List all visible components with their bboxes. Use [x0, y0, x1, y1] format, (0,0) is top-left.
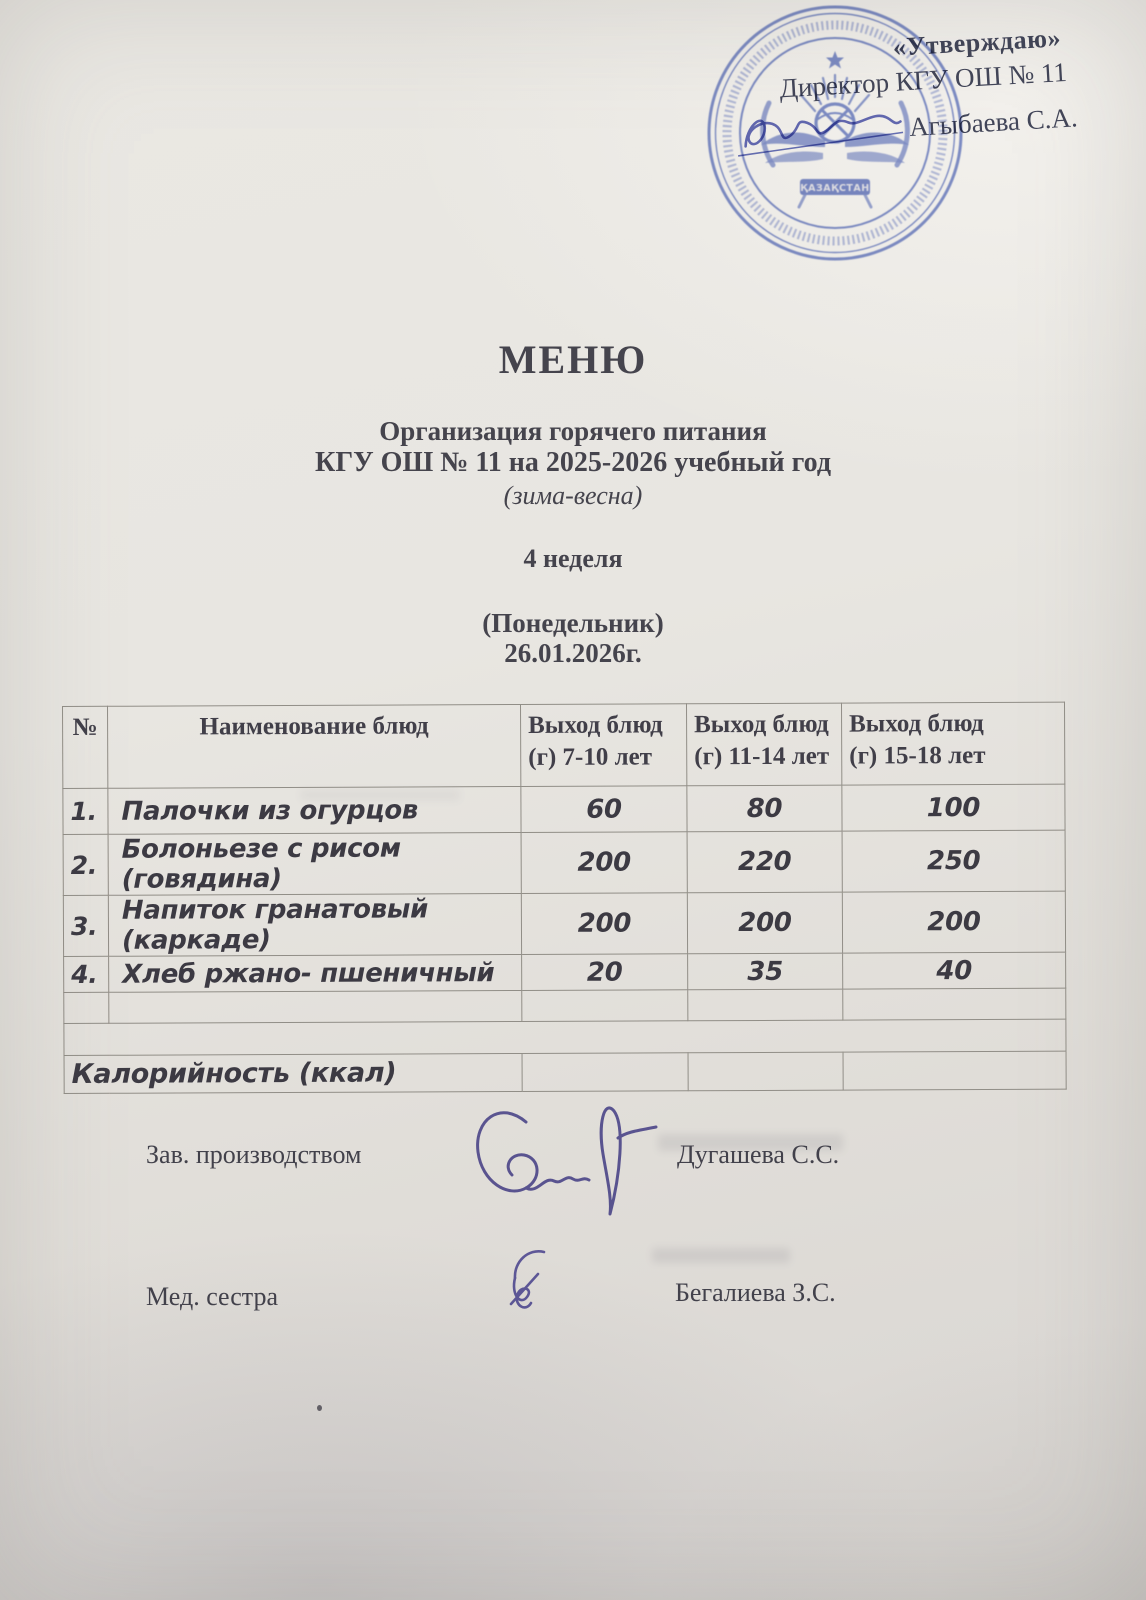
header-portion-15-18: Выход блюд (г) 15-18 лет [841, 702, 1064, 785]
school-year-line: КГУ ОШ № 11 на 2025-2026 учебный год [315, 447, 831, 478]
nurse-role: Мед. сестра [146, 1282, 279, 1311]
stamp-banner-text: ҚАЗАҚСТАН [800, 183, 870, 194]
header-dish-name: Наименование блюд [108, 704, 521, 788]
header-portion-11-14: Выход блюд (г) 11-14 лет [686, 703, 841, 786]
table-row: 4. Хлеб ржано- пшеничный 20 35 40 [64, 952, 1066, 992]
empty-row [64, 988, 1066, 1023]
weekday-line: (Понедельник) [482, 608, 664, 638]
header-num: № [63, 706, 108, 788]
menu-title: МЕНЮ [498, 337, 648, 382]
dish-name: Болоньезе с рисом (говядина) [108, 832, 521, 895]
nurse-signature [498, 1246, 562, 1320]
table-row: 3. Напиток гранатовый (каркаде) 200 200 200 [63, 891, 1065, 956]
calories-row [64, 1051, 1066, 1093]
director-title-line: Директор КГУ ОШ № 11 [778, 56, 1068, 104]
org-subtitle: Организация горячего питания [379, 416, 767, 446]
approve-label: «Утверждаю» [892, 23, 1062, 62]
season-line: (зима-весна) [503, 481, 643, 510]
dish-name: Хлеб ржано- пшеничный [109, 954, 522, 992]
dish-name: Палочки из огурцов [108, 786, 521, 834]
header-portion-7-10: Выход блюд (г) 7-10 лет [520, 704, 686, 787]
table-row: 2. Болоньезе с рисом (говядина) 200 220 250 [63, 830, 1065, 895]
production-manager-role: Зав. производством [146, 1140, 362, 1169]
nurse-name: Бегалиева З.С. [675, 1278, 836, 1307]
approval-block [689, 22, 1087, 155]
bleed-through-smudge [652, 1248, 790, 1263]
production-manager-name: Дугашева С.С. [677, 1140, 840, 1169]
ink-dot-artifact [317, 1405, 322, 1411]
production-manager-signature [462, 1094, 662, 1226]
date-line: 26.01.2026г. [504, 638, 642, 668]
dish-name: Напиток гранатовый (каркаде) [108, 893, 521, 956]
director-name: Агыбаева С.А. [908, 102, 1079, 142]
menu-table [62, 702, 1067, 1094]
calories-label: Калорийность (ккал) [64, 1053, 522, 1093]
director-signature [734, 95, 909, 161]
table-row: 1. Палочки из огурцов 60 80 100 [63, 784, 1065, 834]
empty-merged-row [64, 1019, 1066, 1055]
table-header-row [63, 702, 1065, 788]
week-number: 4 неделя [523, 544, 623, 573]
